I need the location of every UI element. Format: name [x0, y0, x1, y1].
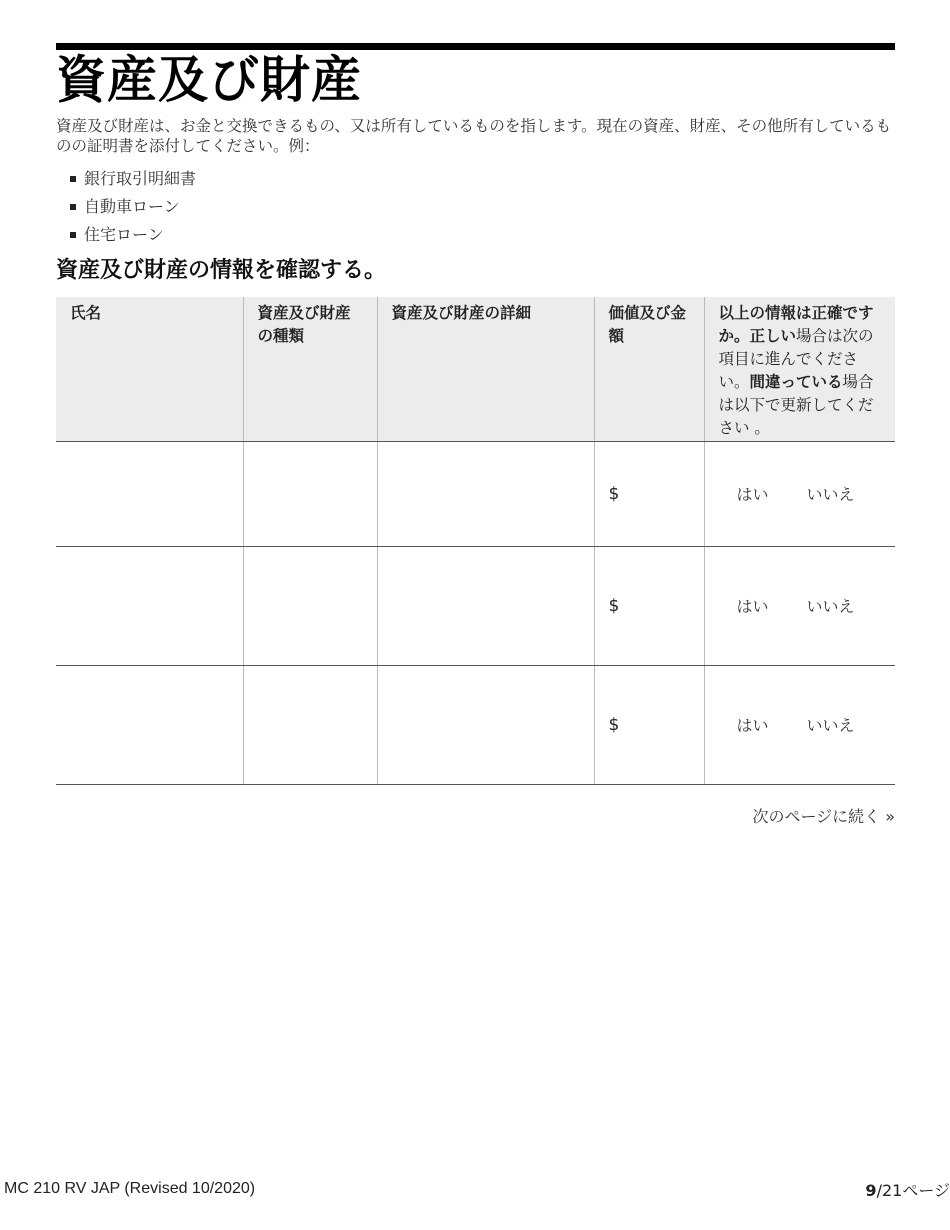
currency-symbol: $ — [608, 714, 620, 735]
page-number: 9/21ページ — [865, 1181, 950, 1200]
confirm-cell — [704, 546, 895, 665]
yes-option[interactable]: はい — [736, 485, 769, 504]
table-row — [56, 441, 895, 546]
form-id: MC 210 RV JAP (Revised 10/2020) — [4, 1180, 256, 1197]
currency-symbol: $ — [608, 595, 620, 616]
value-cell[interactable] — [594, 665, 704, 784]
type-cell[interactable] — [243, 546, 377, 665]
header-confirm: 以上の情報は正確ですか。正しい場合は次の項目に進んでください。間違っている場合は以下で更新してください 。 — [704, 297, 895, 441]
details-cell[interactable] — [377, 546, 594, 665]
assets-table — [56, 297, 895, 785]
list-item: 住宅ローン — [70, 221, 196, 249]
top-rule — [56, 43, 895, 50]
type-cell[interactable] — [243, 665, 377, 784]
confirm-cell — [704, 441, 895, 546]
continue-note: 次のページに続く » — [752, 807, 895, 826]
yes-option[interactable]: はい — [736, 716, 769, 735]
header-value: 価値及び金額 — [594, 297, 704, 441]
type-cell[interactable] — [243, 441, 377, 546]
details-cell[interactable] — [377, 665, 594, 784]
table-row — [56, 546, 895, 665]
currency-symbol: $ — [608, 483, 620, 504]
page-title: 資産及び財産 — [56, 51, 362, 109]
header-type: 資産及び財産の種類 — [243, 297, 377, 441]
no-option[interactable]: いいえ — [806, 485, 855, 504]
value-cell[interactable] — [594, 441, 704, 546]
example-list — [70, 165, 196, 249]
bullet-square-icon — [70, 176, 76, 182]
name-cell[interactable] — [56, 665, 243, 784]
table-row — [56, 665, 895, 784]
bullet-square-icon — [70, 204, 76, 210]
no-option[interactable]: いいえ — [806, 716, 855, 735]
no-option[interactable]: いいえ — [806, 597, 855, 616]
confirm-cell — [704, 665, 895, 784]
intro-text: 資産及び財産は、お金と交換できるもの、又は所有しているものを指します。現在の資産、財産、その他所有しているものの証明書を添付してください。例： — [56, 117, 892, 155]
list-item: 銀行取引明細書 — [70, 165, 196, 193]
name-cell[interactable] — [56, 441, 243, 546]
header-details: 資産及び財産の詳細 — [377, 297, 594, 441]
details-cell[interactable] — [377, 441, 594, 546]
header-name: 氏名 — [56, 297, 243, 441]
name-cell[interactable] — [56, 546, 243, 665]
table-header-row — [56, 297, 895, 441]
bullet-square-icon — [70, 232, 76, 238]
list-item: 自動車ローン — [70, 193, 196, 221]
value-cell[interactable] — [594, 546, 704, 665]
yes-option[interactable]: はい — [736, 597, 769, 616]
section-subtitle: 資産及び財産の情報を確認する。 — [56, 258, 387, 283]
